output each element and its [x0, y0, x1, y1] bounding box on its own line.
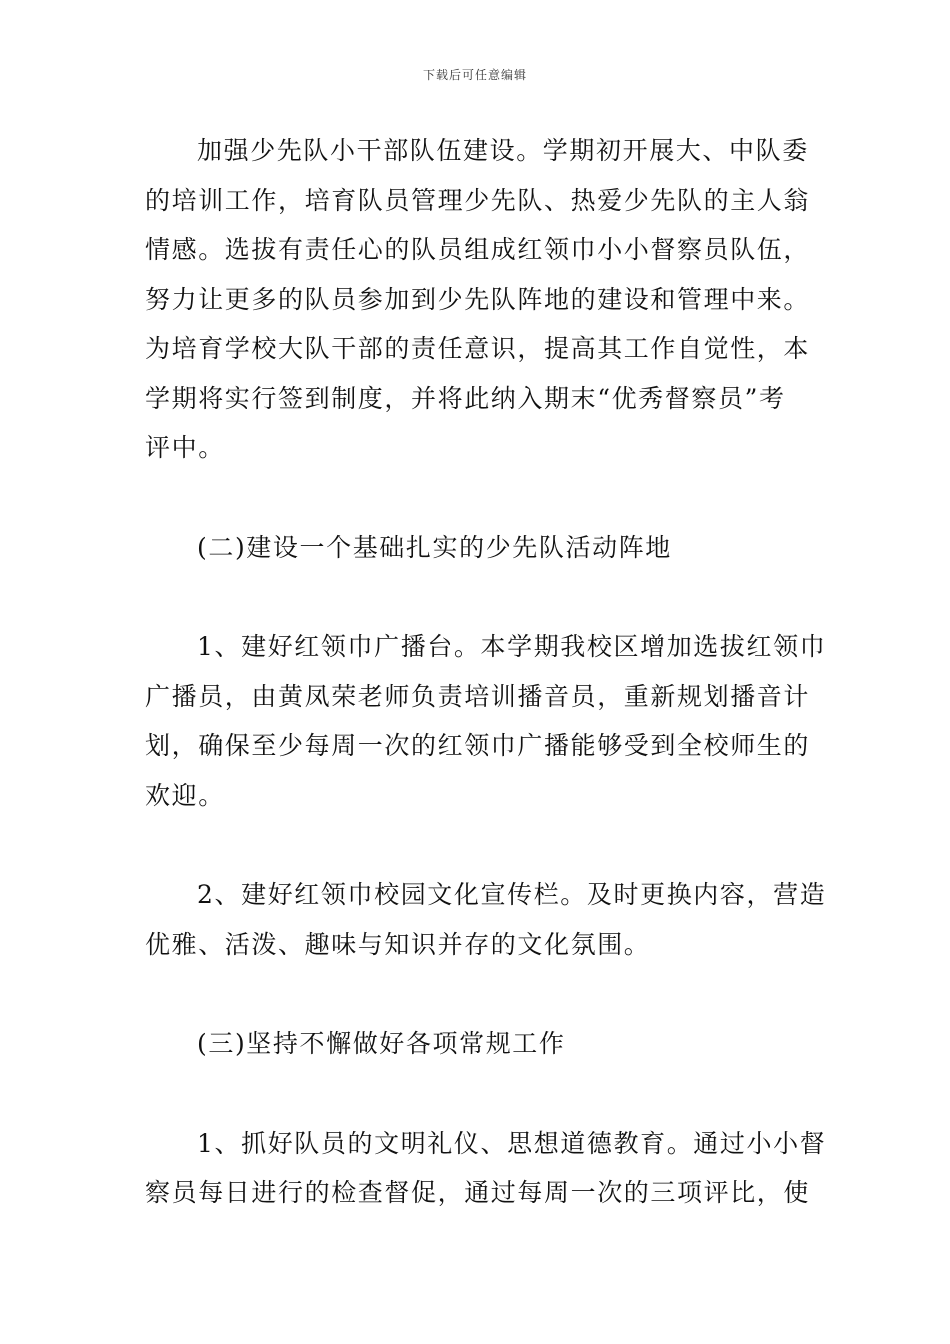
text-line: 1、建好红领巾广播台。本学期我校区增加选拔红领巾 [197, 632, 827, 661]
text-line: 评中。 [145, 433, 225, 462]
text-line: 优雅、活泼、趣味与知识并存的文化氛围。 [145, 929, 651, 959]
section-heading: (三)坚持不懈做好各项常规工作 [197, 1029, 566, 1058]
text-line: 学期将实行签到制度，并将此纳入期末“优秀督察员”考 [145, 383, 786, 413]
page-header-note: 下载后可任意编辑 [422, 68, 527, 82]
paragraph-etiquette-education [145, 1119, 827, 1218]
text-line: 划，确保至少每周一次的红领巾广播能够受到全校师生的 [145, 731, 811, 760]
text-line: 广播员，由黄凤荣老师负责培训播音员，重新规划播音计 [145, 681, 811, 711]
text-line: 努力让更多的队员参加到少先队阵地的建设和管理中来。 [145, 284, 811, 314]
text-line: 情感。选拔有责任心的队员组成红领巾小小督察员队伍， [145, 235, 811, 264]
section-heading-three [145, 1019, 810, 1069]
text-line: 2、建好红领巾校园文化宣传栏。及时更换内容，营造 [197, 880, 827, 909]
paragraph-bulletin-board [145, 870, 827, 969]
section-heading-two [145, 523, 810, 573]
text-line: 为培育学校大队干部的责任意识，提高其工作自觉性，本 [145, 334, 811, 363]
text-line: 1、抓好队员的文明礼仪、思想道德教育。通过小小督 [197, 1128, 827, 1158]
paragraph-team-building [145, 126, 810, 473]
text-line: 欢迎。 [145, 780, 225, 810]
text-line: 察员每日进行的检查督促，通过每周一次的三项评比，使 [145, 1178, 811, 1207]
document-body [145, 126, 827, 1218]
text-line: 的培训工作，培育队员管理少先队、热爱少先队的主人翁 [145, 185, 811, 215]
text-line: 加强少先队小干部队伍建设。学期初开展大、中队委 [197, 136, 809, 165]
section-heading: (二)建设一个基础扎实的少先队活动阵地 [197, 532, 672, 562]
paragraph-broadcast-station [145, 622, 827, 820]
